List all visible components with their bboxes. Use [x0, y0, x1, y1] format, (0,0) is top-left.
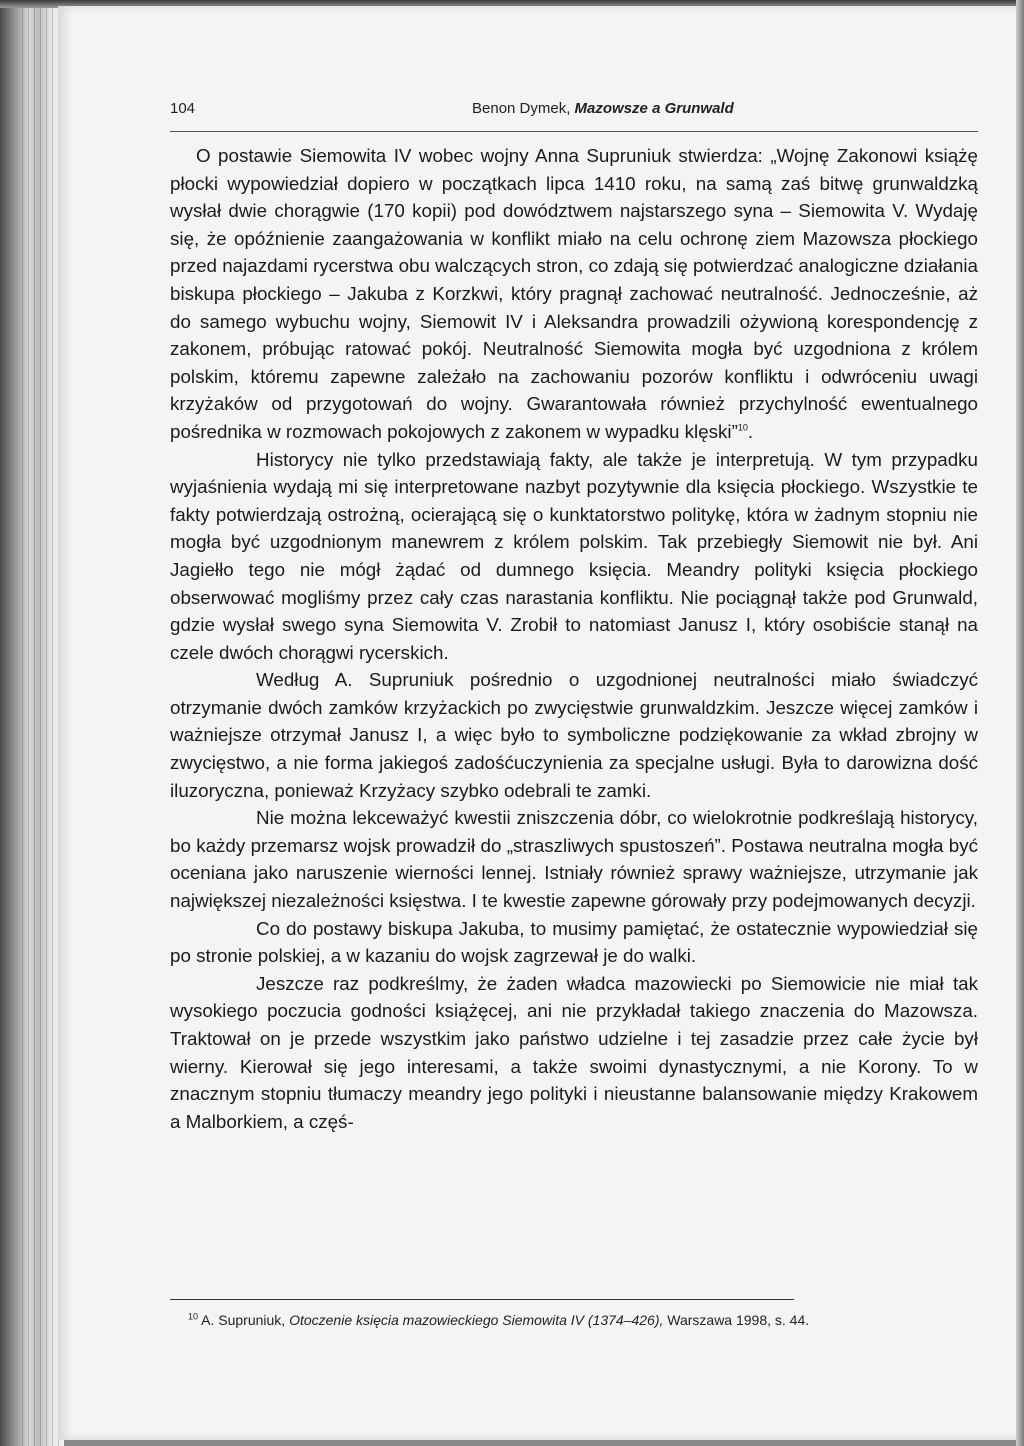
footnote-ref[interactable]: 10 [737, 422, 748, 433]
footnote [188, 1312, 978, 1328]
author-name: Benon Dymek, [472, 100, 575, 117]
book-title: Mazowsze a Grunwald [574, 100, 734, 117]
scan-right-edge [1016, 0, 1024, 1446]
paragraph-1 [170, 142, 978, 446]
running-header [170, 100, 978, 122]
footnote-title: Otoczenie księcia mazowieckiego Siemowita IV (1374–426), [289, 1312, 664, 1328]
footnote-prefix: A. Supruniuk, [198, 1312, 290, 1328]
paragraph-end: . [747, 420, 754, 442]
page-number: 104 [170, 100, 196, 117]
paragraph-6: Jeszcze raz podkreślmy, że żaden władca mazowiecki po Siemowicie nie miał tak wysokiego poczucia godności książęcej, ani nie przykładał takiego znaczenia do Mazowsza. Traktował on je przede wszystkim jako państwo udzielne i tej zasadzie przez całe życie był wierny. Kierował się jego interesami, a także swoimi dynastycznymi, a nie Korony. To w znacznym stopniu tłumaczy meandry jego polityki i nieustanne balansowanie między Krakowem a Malborkiem, a częś- [170, 972, 978, 1132]
paragraph-4: Nie można lekceważyć kwestii zniszczenia dóbr, co wielokrotnie podkreślają historycy, bo każdy przemarsz wojsk prowadził do „straszliwych spustoszeń”. Postawa neutralna mogła być oceniana jako naruszenie wierności lennej. Istniały również sprawy ważniejsze, utrzymanie jak największej niezależności księstwa. I te kwestie zapewne górowały przy podejmowanych decyzji. [170, 807, 978, 912]
header-rule [170, 131, 978, 132]
page-stack-edges [22, 0, 62, 1446]
paragraph-5: Co do postawy biskupa Jakuba, to musimy pamiętać, że ostatecznie wypowiedział się po stronie polskiej, a w kazaniu do wojsk zagrzewał je do walki. [170, 917, 978, 967]
paragraph-2: Historycy nie tylko przedstawiają fakty, ale także je interpretują. W tym przypadku wyjaśnienia wydają mi się interpretowane nazbyt pozytywnie dla księcia płockiego. Wszystkie te fakty potwierdzają ostrożną, ocierającą się o kunktatorstwo politykę, która w żadnym stopniu nie mogła być uzgodnionym manewrem z królem polskim. Tak przebiegły Siemowit nie był. Ani Jagiełło tego nie mógł żądać od dumnego księcia. Meandry polityki księcia płockiego obserwować mogliśmy przez cały czas narastania konfliktu. Nie pociągnął także pod Grunwald, gdzie wysłał swego syna Siemowita V. Zrobił to natomiast Janusz I, który osobiście stanął na czele dwóch chorągwi rycerskich. [170, 448, 978, 663]
footnote-rule [170, 1299, 794, 1300]
body-text [170, 142, 978, 1135]
footnote-suffix: Warszawa 1998, s. 44. [663, 1312, 810, 1328]
paragraph-3: Według A. Supruniuk pośrednio o uzgodnionej neutralności miało świadczyć otrzymanie dwóch zamków krzyżackich po zwycięstwie grunwaldzkim. Jeszcze więcej zamków i ważniejsze otrzymał Janusz I, a więc było to symboliczne podziękowanie za wkład zbrojny w zwycięstwo, a nie forma jakiegoś zadośćuczynienia za specjalne usługi. Była to darowizna dość iluzoryczna, ponieważ Krzyżacy szybko odebrali te zamki. [170, 669, 978, 801]
running-title [472, 100, 734, 117]
footnote-number: 10 [188, 1311, 199, 1322]
paragraph-text: O postawie Siemowita IV wobec wojny Anna Supruniuk stwierdza: „Wojnę Zakonowi książę płocki wypowiedział dopiero w początkach lipca 1410 roku, na samą zaś bitwę grunwaldzką wysłał dwie chorągwie (170 kopii) pod dowództwem najstarszego syna – Siemowita V. Wydaję się, że opóźnienie zaangażowania w konflikt miało na celu ochronę ziem Mazowsza płockiego przed najazdami rycerstwa obu walczących stron, co zdają się potwierdzać analogiczne działania biskupa płockiego – Jakuba z Korzkwi, który pragnął zachować neutralność. Jednocześnie, aż do samego wybuchu wojny, Siemowit IV i Aleksandra prowadzili ożywioną korespondencję z zakonem, próbując ratować pokój. Neutralność Siemowita mogła być uzgodniona z królem polskim, któremu zapewne zależało na zachowaniu pozorów konfliktu i odwróceniu uwagi krzyżaków od przygotowań do wojny. Gwarantowała również przychylność ewentualnego pośrednika w rozmowach pokojowych z zakonem w wypadku klęski” [170, 145, 979, 442]
